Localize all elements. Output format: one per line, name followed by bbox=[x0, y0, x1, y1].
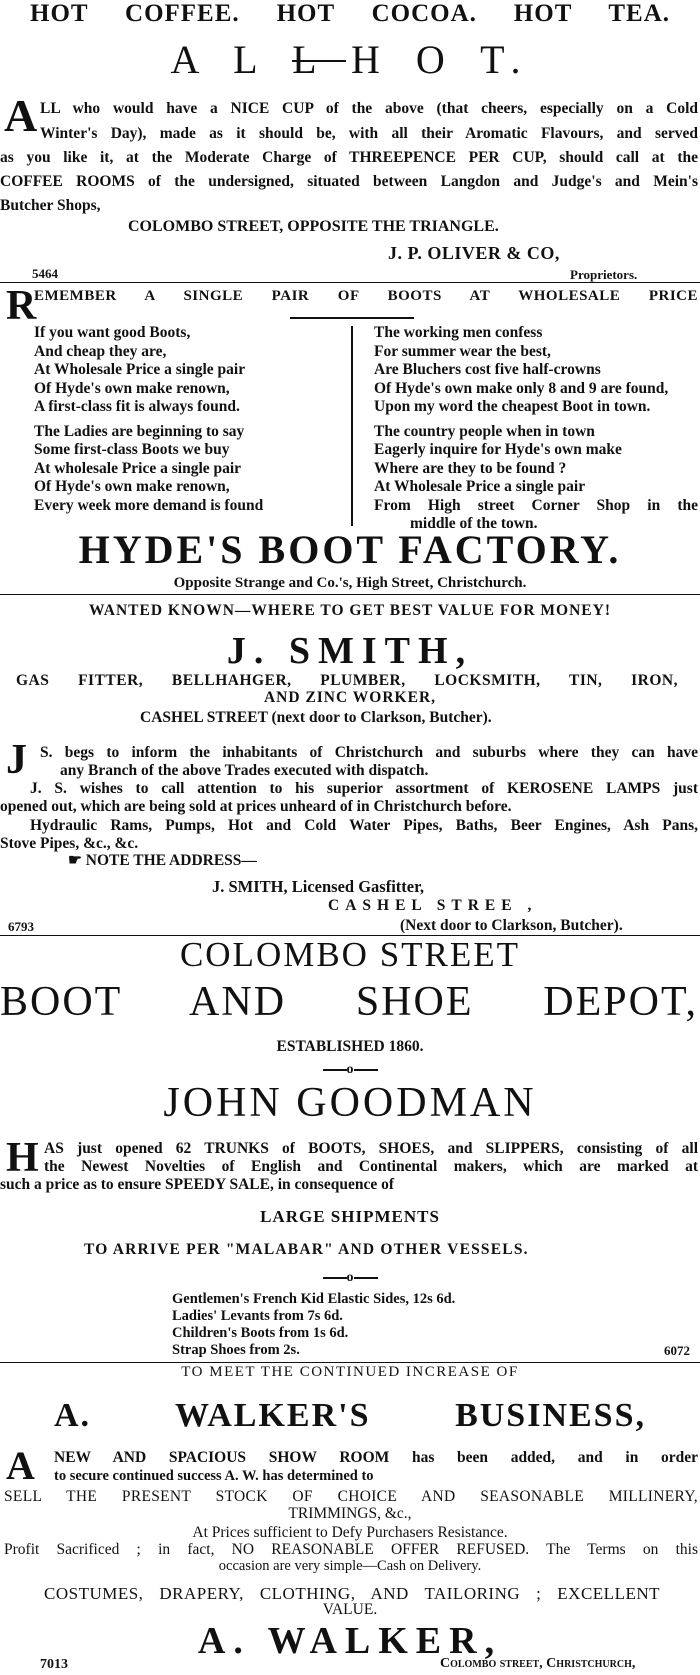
price-line: Ladies' Levants from 7s 6d. bbox=[172, 1308, 343, 1324]
hot-coffee-text: HOT COFFEE. bbox=[30, 0, 240, 27]
remember-headline: EMEMBER A SINGLE PAIR OF BOOTS AT WHOLESALE PRICE bbox=[34, 288, 698, 304]
prices-line: At Prices sufficient to Defy Purchasers Resistance. bbox=[192, 1524, 508, 1541]
rule bbox=[354, 1069, 378, 1071]
poem-line: Where are they to be found ? bbox=[374, 459, 567, 477]
drop-cap-h: H bbox=[6, 1135, 39, 1181]
column-divider bbox=[0, 1362, 700, 1363]
price-line: Strap Shoes from 2s. bbox=[172, 1342, 300, 1358]
arrive-line: TO ARRIVE PER "MALABAR" AND OTHER VESSELS. bbox=[84, 1241, 529, 1258]
smith-trades: AND ZINC WORKER, bbox=[263, 689, 437, 706]
column-divider bbox=[0, 282, 700, 283]
wanted-known-banner: WANTED KNOWN—WHERE TO GET BEST VALUE FOR MONEY! bbox=[88, 602, 611, 619]
smith-signature-street: CASHEL STREE , bbox=[328, 897, 538, 914]
hot-cocoa-text: HOT COCOA. bbox=[276, 0, 477, 27]
hyde-factory-title: HYDE'S BOOT FACTORY. bbox=[78, 527, 622, 572]
walker-intro: TO MEET THE CONTINUED INCREASE OF bbox=[181, 1364, 519, 1380]
body-line: S. begs to inform the inhabitants of Christchurch and suburbs where they can have bbox=[40, 744, 698, 761]
sell-line: SELL THE PRESENT STOCK OF CHOICE AND SEASONABLE MILLINERY, bbox=[4, 1488, 698, 1505]
body-line: Hydraulic Rams, Pumps, Hot and Cold Water Pipes, Baths, Beer Engines, Ash Pans, bbox=[30, 817, 698, 834]
ornament-separator bbox=[0, 1062, 700, 1078]
poem-line: At Wholesale Price a single pair bbox=[34, 361, 246, 378]
column-rule bbox=[351, 326, 353, 526]
goodman-name: JOHN GOODMAN bbox=[163, 1080, 537, 1126]
smith-signature-next: (Next door to Clarkson, Butcher). bbox=[400, 917, 623, 934]
proprietor-signature: J. P. OLIVER & CO, bbox=[388, 243, 560, 263]
drop-cap-a: A bbox=[6, 1443, 35, 1488]
body-line: AS just opened 62 TRUNKS of BOOTS, SHOES, and SLIPPERS, consisting of all bbox=[44, 1140, 698, 1157]
body-line: J. S. wishes to call attention to his superior assortment of KEROSENE LAMPS just bbox=[30, 780, 698, 797]
proprietors-label: Proprietors. bbox=[570, 267, 638, 282]
profit-line: Profit Sacrificed ; in fact, NO REASONABLE OFFER REFUSED. The Terms on this bbox=[4, 1541, 698, 1558]
note-text: NOTE THE ADDRESS— bbox=[85, 852, 257, 869]
poem-line: From High street Corner Shop in the bbox=[374, 496, 698, 514]
drop-cap-r: R bbox=[6, 283, 37, 329]
ornament-separator bbox=[0, 1270, 700, 1286]
poem-line: For summer wear the best, bbox=[374, 342, 551, 360]
goodman-price-list bbox=[172, 1291, 455, 1359]
poem-line: A first-class fit is always found. bbox=[34, 398, 240, 415]
hot-drinks-line bbox=[30, 0, 670, 28]
ad-reference: 6793 bbox=[8, 919, 34, 934]
walker-name: A. WALKER, bbox=[197, 1620, 503, 1662]
price-line: Children's Boots from 1s 6d. bbox=[172, 1325, 349, 1341]
hyde-address: Opposite Strange and Co.'s, High Street, Christchurch. bbox=[173, 575, 527, 591]
body-line: LL who would have a NICE CUP of the above (that cheers, especially on a Cold bbox=[40, 100, 698, 117]
body-line: COFFEE ROOMS of the undersigned, situated between Langdon and Judge's and Mein's bbox=[0, 173, 698, 190]
ad-reference: 7013 bbox=[40, 1657, 68, 1672]
poem-line: Eagerly inquire for Hyde's own make bbox=[374, 441, 622, 458]
poem-line: If you want good Boots, bbox=[34, 324, 191, 341]
poem-line: Upon my word the cheapest Boot in town. bbox=[374, 398, 651, 415]
price-line: Gentlemen's French Kid Elastic Sides, 12s 6d. bbox=[172, 1291, 456, 1307]
smith-street: CASHEL STREET (next door to Clarkson, Butcher). bbox=[140, 709, 492, 726]
ad-reference: 6072 bbox=[664, 1343, 690, 1358]
costumes-line: VALUE. bbox=[322, 1601, 378, 1618]
body-line: Winter's Day), made as it should be, with all their Aromatic Flavours, and served bbox=[40, 125, 698, 142]
body-line: such a price as to ensure SPEEDY SALE, in consequence of bbox=[0, 1176, 394, 1193]
pointing-hand-icon: ☛ bbox=[68, 852, 82, 869]
profit-line: occasion are very simple—Cash on Delivery. bbox=[218, 1558, 482, 1574]
body-line: Stove Pipes, &c., &c. bbox=[0, 835, 139, 852]
drop-cap-a: A bbox=[4, 90, 38, 141]
rule bbox=[323, 1277, 347, 1279]
colombo-street-heading: COLOMBO STREET bbox=[179, 935, 521, 974]
poem-left-column bbox=[34, 324, 263, 515]
poem-line: Of Hyde's own make renown, bbox=[34, 478, 230, 495]
ad-reference: 5464 bbox=[32, 266, 58, 281]
body-line: to secure continued success A. W. has determined to bbox=[54, 1468, 374, 1484]
boot-shoe-depot-heading: BOOT AND SHOE DEPOT, bbox=[0, 979, 698, 1025]
body-line: as you like it, at the Moderate Charge of THREEPENCE PER CUP, should call at the bbox=[0, 149, 698, 166]
ornament: o bbox=[346, 1062, 354, 1077]
poem-line: And cheap they are, bbox=[34, 342, 167, 360]
poem-line: Of Hyde's own make renown, bbox=[34, 379, 230, 397]
headline-rule bbox=[292, 60, 346, 62]
poem-line: Every week more demand is found bbox=[34, 496, 264, 514]
sell-line: TRIMMINGS, &c., bbox=[288, 1505, 412, 1522]
poem-line: The country people when in town bbox=[374, 422, 595, 440]
poem-line: Some first-class Boots we buy bbox=[34, 441, 230, 458]
walker-business-title: A. WALKER'S BUSINESS, bbox=[54, 1397, 646, 1434]
body-line: Butcher Shops, bbox=[0, 197, 101, 214]
smith-signature: J. SMITH, Licensed Gasfitter, bbox=[212, 877, 425, 896]
smith-trades: GAS FITTER, BELLHAHGER, PLUMBER, LOCKSMITH, TIN, IRON, bbox=[16, 672, 678, 689]
costumes-line: COSTUMES, DRAPERY, CLOTHING, AND TAILORING ; EXCELLENT bbox=[44, 1584, 660, 1603]
rule bbox=[323, 1069, 347, 1071]
established-line: ESTABLISHED 1860. bbox=[276, 1038, 424, 1055]
body-line: opened out, which are being sold at prices unheard of in Christchurch before. bbox=[0, 798, 512, 815]
hot-tea-text: HOT TEA. bbox=[513, 0, 671, 27]
poem-line: The Ladies are beginning to say bbox=[34, 422, 245, 440]
ornament: o bbox=[346, 1270, 354, 1285]
large-shipments: LARGE SHIPMENTS bbox=[260, 1207, 440, 1226]
poem-right-column bbox=[374, 324, 698, 534]
coffee-address: COLOMBO STREET, OPPOSITE THE TRIANGLE. bbox=[128, 218, 499, 235]
column-divider bbox=[0, 594, 700, 595]
poem-line: Are Bluchers cost five half-crowns bbox=[374, 361, 601, 378]
poem-line: Of Hyde's own make only 8 and 9 are found, bbox=[374, 379, 669, 397]
smith-name: J. SMITH, bbox=[226, 630, 474, 672]
note-line bbox=[68, 852, 257, 870]
body-line: the Newest Novelties of English and Continental makers, which are marked at bbox=[44, 1158, 698, 1175]
rule bbox=[354, 1277, 378, 1279]
short-rule bbox=[290, 317, 414, 319]
walker-address: Colombo street, Christchurch, bbox=[440, 1656, 636, 1671]
body-line: NEW AND SPACIOUS SHOW ROOM has been added, and in order bbox=[54, 1449, 698, 1466]
poem-line: The working men confess bbox=[374, 324, 543, 341]
all-hot-headline: A L L H O T. bbox=[170, 37, 530, 82]
poem-line: At Wholesale Price a single pair bbox=[374, 478, 586, 495]
poem-line: middle of the town. bbox=[410, 515, 538, 532]
drop-cap-j: J bbox=[6, 737, 27, 783]
body-line: any Branch of the above Trades executed with dispatch. bbox=[60, 762, 429, 779]
poem-line: At wholesale Price a single pair bbox=[34, 459, 242, 477]
